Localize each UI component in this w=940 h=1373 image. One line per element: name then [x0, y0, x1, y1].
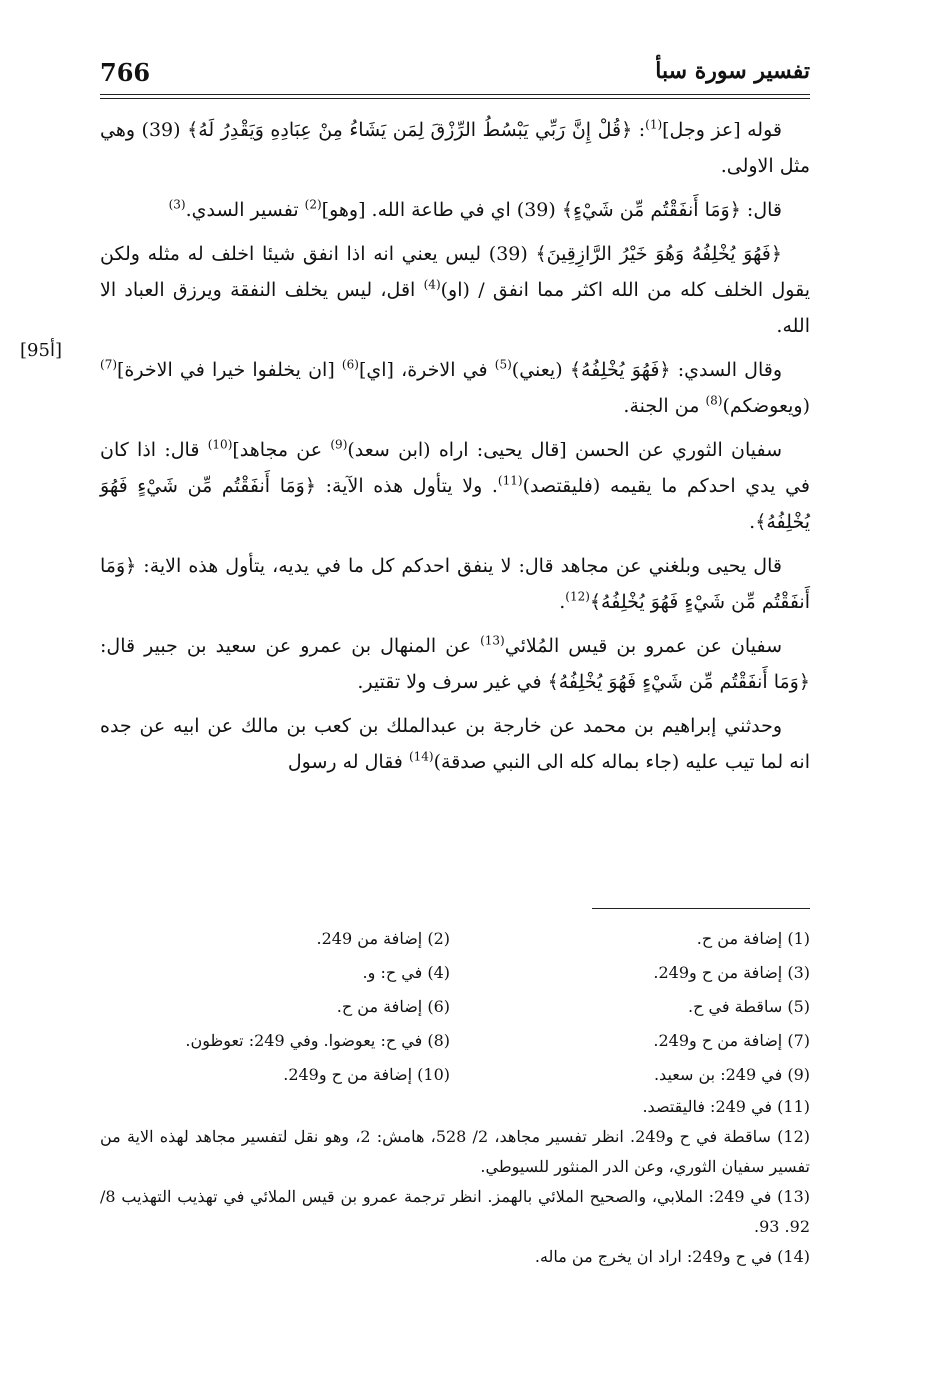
footnote-ref: (14) [408, 749, 434, 764]
text-run: عن المنهال بن عمرو عن سعيد بن جبير قال: [100, 635, 481, 657]
footnote-ref: (13) [480, 633, 505, 648]
text-run: (39) ليس يعني انه اذا انفق شيئا اخلف له مثله ولكن يقول الخلف كله من الله اكثر مما انفق / (او) [100, 243, 810, 301]
footnotes-wide [100, 1092, 810, 1272]
footnotes-grid [100, 922, 810, 1092]
text-run: سفيان الثوري عن الحسن [قال يحيى: اراه (ابن سعد) [347, 439, 782, 461]
footnote-ref: (6) [341, 357, 359, 372]
quran-quote: ﴿وَمَا أَنفَقْتُم مِّن شَيْءٍ﴾ [561, 199, 741, 221]
text-run: (ويعوضكم) [722, 395, 810, 417]
text-run: . [559, 591, 566, 613]
quran-quote: ﴿قُلْ إِنَّ رَبِّي يَبْسُطُ الرِّزْقَ لِمَن يَشَاءُ مِنْ عِبَادِهِ وَيَقْدِرُ لَهُ﴾ [187, 119, 633, 141]
margin-folio-note: [95أ] [20, 340, 62, 361]
footnote: (2) إضافة من 249. [316, 929, 450, 948]
text-run: (39) اي في طاعة الله. [وهو] [321, 199, 562, 221]
paragraph [100, 432, 810, 540]
footnote-ref: (10) [207, 437, 233, 452]
footnote-ref: (12) [565, 589, 590, 604]
header-rule-thin [100, 98, 810, 99]
paragraph [100, 192, 810, 228]
text-run: عن مجاهد] [232, 439, 331, 461]
text-run: فقال له رسول [287, 751, 409, 773]
text-run: قال: [740, 199, 782, 221]
text-run: قال يحيى وبلغني عن مجاهد قال: لا ينفق احدكم كل ما في يديه، يتأول هذه الاية: [136, 555, 782, 577]
paragraph [100, 628, 810, 700]
footnote-ref: (8) [705, 393, 723, 408]
footnote-ref: (3) [168, 197, 186, 212]
paragraph [100, 236, 810, 344]
footnote-ref: (11) [497, 473, 523, 488]
text-run: وحدثني إبراهيم بن محمد عن خارجة بن عبدالملك بن كعب بن مالك عن ابيه عن جده انه لما تيب عليه (جاء بماله كله الى النبي صدقة) [100, 715, 810, 773]
header-rule [100, 94, 810, 95]
footnote: (13) في 249: الملابي، والصحيح الملائي بالهمز. انظر ترجمة عمرو بن قيس الملائي في تهذيب التهذيب 8/ 92. 93. [100, 1187, 810, 1236]
footnotes [100, 922, 810, 1272]
text-run: : [632, 119, 646, 141]
quran-quote: ﴿وَمَا أَنفَقْتُم مِّن شَيْءٍ فَهُوَ يُخْلِفُهُ﴾ [100, 475, 810, 533]
text-run: في غير سرف ولا تقتير. [357, 671, 548, 693]
quran-quote: ﴿وَمَا أَنفَقْتُم مِّن شَيْءٍ فَهُوَ يُخْلِفُهُ﴾ [547, 671, 810, 693]
text-run: (يعني) [511, 359, 570, 381]
paragraph [100, 112, 810, 184]
paragraph [100, 352, 810, 424]
page-header [100, 58, 810, 92]
text-run: من الجنة. [623, 395, 706, 417]
footnote: (14) في ح و249: اراد ان يخرج من ماله. [534, 1247, 810, 1266]
text-run: في الاخرة، [اي] [358, 359, 495, 381]
footnote-ref: (4) [423, 277, 441, 292]
footnote: (6) إضافة من ح. [336, 997, 450, 1016]
text-run: . ولا يتأول هذه الآية: [315, 475, 498, 497]
footnote: (9) في 249: بن سعيد. [653, 1065, 810, 1084]
footnote: (4) في ح: و. [362, 963, 450, 982]
text-run: وقال السدي: [670, 359, 782, 381]
footnote-ref: (5) [494, 357, 512, 372]
text-run: سفيان عن عمرو بن قيس المُلائي [504, 635, 782, 657]
footnote: (5) ساقطة في ح. [688, 997, 810, 1016]
footnote-ref: (7) [100, 357, 118, 372]
text-run: . [749, 511, 756, 533]
text-run: تفسير السدي. [185, 199, 305, 221]
footnote: (3) إضافة من ح و249. [653, 963, 810, 982]
main-text [100, 112, 810, 788]
footnote-ref: (9) [330, 437, 348, 452]
footnote: (1) إضافة من ح. [696, 929, 810, 948]
footnote: (10) إضافة من ح و249. [283, 1065, 450, 1084]
footnote: (7) إضافة من ح و249. [653, 1031, 810, 1050]
footnote-ref: (2) [304, 197, 322, 212]
footnote: (11) في 249: فاليقتصد. [642, 1097, 810, 1116]
running-title: تفسير سورة سبأ [655, 58, 810, 84]
text-run: قوله [عز وجل] [662, 119, 782, 141]
text-run: (39) وهي مثل الاولى. [100, 119, 810, 177]
quran-quote: ﴿فَهُوَ يُخْلِفُهُ وَهُوَ خَيْرُ الرَّازِقِينَ﴾ [535, 243, 782, 265]
quran-quote: ﴿فَهُوَ يُخْلِفُهُ﴾ [569, 359, 671, 381]
text-run: [ان يخلفوا خيرا في الاخرة] [117, 359, 342, 381]
footnote: (8) في ح: يعوضوا. وفي 249: تعوظون. [185, 1031, 450, 1050]
footnote: (12) ساقطة في ح و249. انظر تفسير مجاهد، 2/ 528، هامش: 2، وهو نقل لتفسير مجاهد لهذه الاية من تفسير سفيان الثوري، وعن الدر المنثور للسيوطي. [100, 1127, 811, 1176]
paragraph [100, 708, 810, 780]
text-run: اقل، ليس يخلف النفقة ويرزق العباد الا الله. [100, 279, 810, 337]
page-number: 766 [100, 58, 151, 87]
footnote-rule [592, 908, 810, 909]
footnote-ref: (1) [645, 117, 663, 132]
quran-quote: ﴿وَمَا أَنفَقْتُم مِّن شَيْءٍ فَهُوَ يُخْلِفُهُ﴾ [100, 555, 810, 613]
paragraph [100, 548, 810, 620]
text-run: قال: اذا كان في يدي احدكم ما يقيمه (فليقتصد) [100, 439, 810, 497]
